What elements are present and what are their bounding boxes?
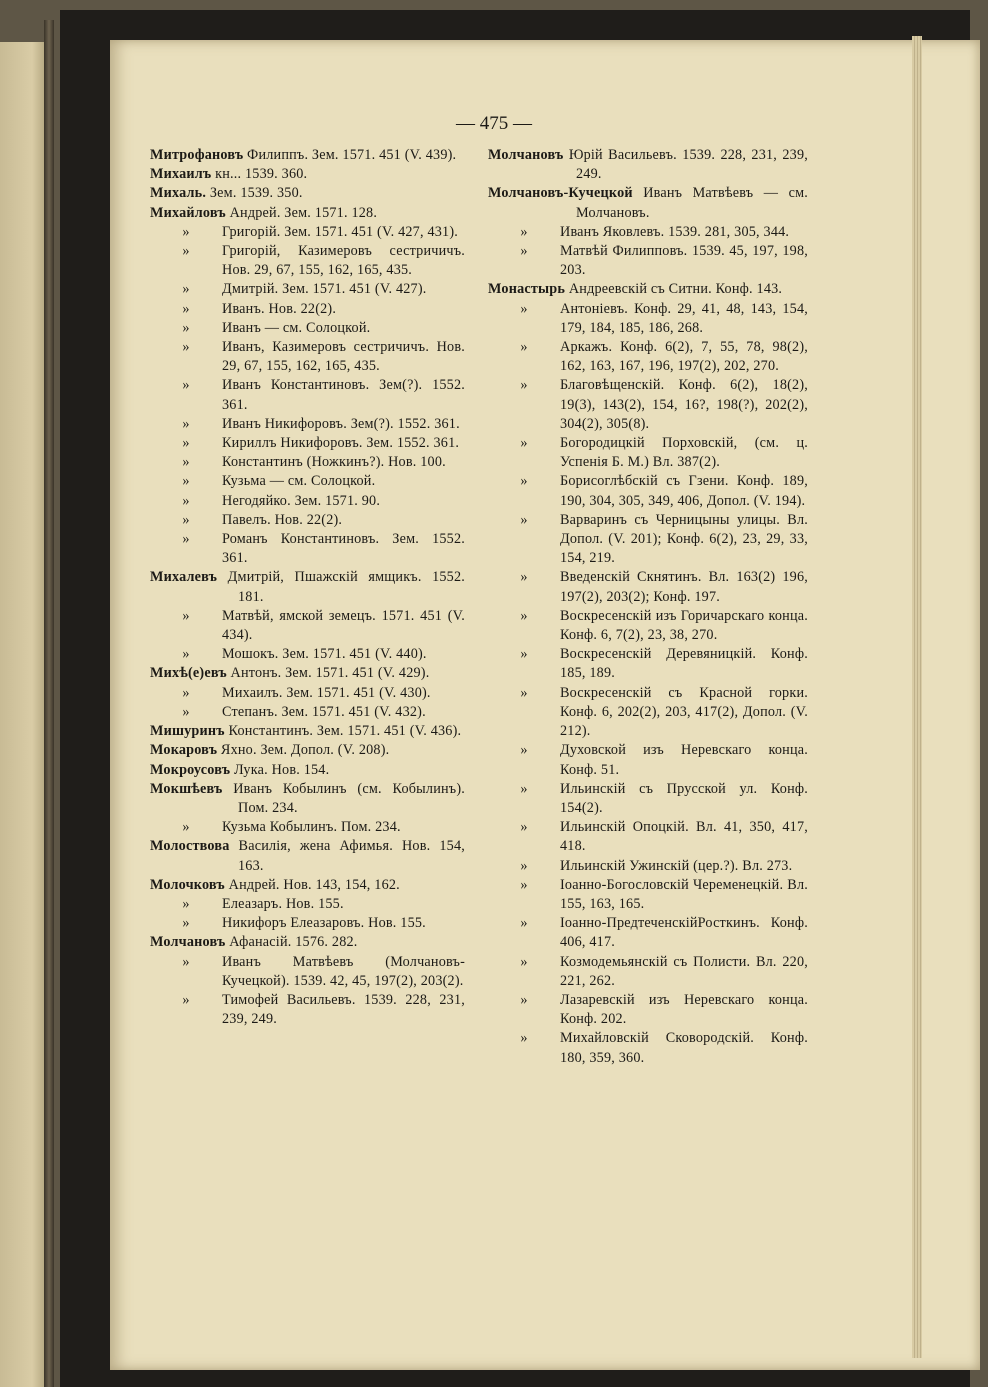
- subentry-text: Елеазаръ. Нов. 155.: [222, 895, 344, 912]
- index-subentry: [150, 415, 465, 434]
- index-entry: [150, 741, 465, 760]
- index-subentry: [488, 434, 808, 472]
- ditto-mark: »: [182, 895, 190, 912]
- entry-text: Андрей. Нов. 143, 154, 162.: [228, 876, 400, 893]
- subentry-text: Благовѣщенскій. Конф. 6(2), 18(2), 19(3), 143(2), 154, 16?, 198(?), 202(2), 304(2), 305(8).: [560, 377, 808, 432]
- subentry-text: Кузьма Кобылинъ. Пом. 234.: [222, 819, 401, 836]
- ditto-mark: »: [182, 473, 190, 490]
- index-entry: [150, 204, 465, 223]
- ditto-mark: »: [182, 819, 190, 836]
- index-subentry: [150, 242, 465, 280]
- entry-headword: Молочковъ: [150, 876, 225, 893]
- entry-headword: Мокшѣевъ: [150, 780, 223, 797]
- entry-headword: Мокаровъ: [150, 742, 218, 759]
- subentry-text: Кузьма — см. Солоцкой.: [222, 473, 376, 490]
- subentry-text: Иванъ Яковлевъ. 1539. 281, 305, 344.: [560, 223, 790, 240]
- ditto-mark: »: [520, 915, 528, 932]
- index-subentry: [488, 376, 808, 434]
- ditto-mark: »: [182, 915, 190, 932]
- ditto-mark: »: [182, 511, 190, 528]
- index-entry: [150, 722, 465, 741]
- index-subentry: [150, 914, 465, 933]
- index-entry: [150, 837, 465, 875]
- ditto-mark: »: [520, 857, 528, 874]
- index-subentry: [150, 300, 465, 319]
- entry-text: Василія, жена Афимья. Нов. 154, 163.: [238, 838, 466, 874]
- index-subentry: [150, 530, 465, 568]
- ditto-mark: »: [182, 415, 190, 432]
- ditto-mark: »: [182, 953, 190, 970]
- ditto-mark: »: [182, 319, 190, 336]
- index-subentry: [150, 376, 465, 414]
- entry-text: Андреевскій съ Ситни. Конф. 143.: [568, 281, 783, 298]
- entry-text: Юрій Васильевъ. 1539. 228, 231, 239, 249.: [568, 147, 809, 183]
- ditto-mark: »: [182, 492, 190, 509]
- subentry-text: Иванъ. Нов. 22(2).: [222, 300, 337, 317]
- subentry-text: Воскресенскій изъ Горичарскаго конца. Конф. 6, 7(2), 23, 38, 270.: [560, 607, 808, 644]
- index-subentry: [488, 914, 808, 952]
- entry-headword: Митрофановъ: [150, 147, 244, 163]
- index-subentry: [488, 472, 808, 510]
- index-subentry: [488, 741, 808, 779]
- entry-text: Константинъ. Зем. 1571. 451 (V. 436).: [228, 723, 462, 740]
- entry-headword: Михалевъ: [150, 569, 218, 586]
- entry-text: кн... 1539. 360.: [215, 166, 308, 183]
- subentry-text: Лазаревскій изъ Неревскаго конца. Конф. 202.: [560, 991, 808, 1028]
- index-subentry: [488, 338, 808, 376]
- index-subentry: [150, 684, 465, 703]
- ditto-mark: »: [520, 223, 528, 240]
- index-subentry: [488, 568, 808, 606]
- index-subentry: [150, 991, 465, 1029]
- ditto-mark: »: [182, 607, 190, 624]
- entry-text: Иванъ Кобылинъ (см. Кобылинъ). Пом. 234.: [233, 780, 465, 816]
- index-subentry: [150, 472, 465, 491]
- entry-headword: Михѣ(е)евъ: [150, 665, 227, 682]
- page-number: — 475 —: [456, 113, 532, 134]
- ditto-mark: »: [182, 281, 190, 298]
- index-entry: [488, 184, 808, 222]
- index-column-left: [150, 146, 465, 1029]
- entry-text: Иванъ Матвѣевъ — см. Молчановъ.: [576, 185, 808, 221]
- subentry-text: Иванъ Никифоровъ. Зем(?). 1552. 361.: [222, 415, 460, 432]
- ditto-mark: »: [182, 435, 190, 452]
- entry-text: Филиппъ. Зем. 1571. 451 (V. 439).: [247, 147, 457, 163]
- index-entry: [150, 184, 465, 203]
- entry-headword: Мишуринъ: [150, 723, 225, 740]
- index-subentry: [150, 703, 465, 722]
- index-subentry: [488, 876, 808, 914]
- ditto-mark: »: [520, 780, 528, 797]
- index-subentry: [150, 511, 465, 530]
- entry-text: Яхно. Зем. Допол. (V. 208).: [220, 742, 390, 759]
- index-entry: [488, 280, 808, 299]
- subentry-text: Ильинскій Ужинскій (цер.?). Вл. 273.: [560, 857, 793, 874]
- index-subentry: [150, 818, 465, 837]
- subentry-text: Михайловскій Сковородскій. Конф. 180, 359, 360.: [560, 1030, 808, 1066]
- book-binding: [44, 20, 54, 1387]
- ditto-mark: »: [520, 511, 528, 528]
- entry-headword: Михайловъ: [150, 204, 226, 221]
- subentry-text: Іоанно-Богословскій Череменецкій. Вл. 155, 163, 165.: [560, 876, 808, 912]
- ditto-mark: »: [520, 607, 528, 624]
- ditto-mark: »: [182, 646, 190, 663]
- index-subentry: [488, 300, 808, 338]
- entry-text: Андрей. Зем. 1571. 128.: [229, 204, 378, 221]
- ditto-mark: »: [520, 243, 528, 260]
- ditto-mark: »: [520, 473, 528, 490]
- subentry-text: Тимофей Васильевъ. 1539. 228, 231, 239, 249.: [222, 991, 465, 1028]
- index-subentry: [150, 492, 465, 511]
- entry-headword: Молчановъ-Кучецкой: [488, 185, 633, 202]
- index-subentry: [488, 242, 808, 280]
- subentry-text: Кириллъ Никифоровъ. Зем. 1552. 361.: [222, 435, 460, 452]
- entry-text: Афанасій. 1576. 282.: [229, 934, 358, 951]
- subentry-text: Павелъ. Нов. 22(2).: [222, 511, 343, 528]
- subentry-text: Матвѣй, ямской земецъ. 1571. 451 (V. 434).: [222, 607, 465, 644]
- subentry-text: Матвѣй Филипповъ. 1539. 45, 197, 198, 203.: [560, 243, 808, 279]
- ditto-mark: »: [520, 377, 528, 394]
- ditto-mark: »: [520, 742, 528, 759]
- subentry-text: Іоанно-ПредтеченскійРосткинъ. Конф. 406, 417.: [560, 915, 808, 951]
- index-subentry: [488, 223, 808, 242]
- index-subentry: [488, 1029, 808, 1067]
- subentry-text: Аркажъ. Конф. 6(2), 7, 55, 78, 98(2), 162, 163, 167, 196, 197(2), 202, 270.: [560, 339, 808, 375]
- index-subentry: [150, 645, 465, 664]
- ditto-mark: »: [520, 991, 528, 1008]
- index-subentry: [488, 857, 808, 876]
- ditto-mark: »: [520, 819, 528, 836]
- entry-headword: Михаль.: [150, 185, 207, 202]
- index-subentry: [488, 645, 808, 683]
- index-subentry: [150, 895, 465, 914]
- subentry-text: Ильинскій съ Прусской ул. Конф. 154(2).: [560, 780, 808, 816]
- subentry-text: Никифоръ Елеазаровъ. Нов. 155.: [222, 915, 426, 932]
- entry-text: Антонъ. Зем. 1571. 451 (V. 429).: [230, 665, 430, 682]
- index-entry: [150, 761, 465, 780]
- ditto-mark: »: [520, 684, 528, 701]
- ditto-mark: »: [182, 377, 190, 394]
- index-entry: [150, 780, 465, 818]
- subentry-text: Дмитрій. Зем. 1571. 451 (V. 427).: [222, 281, 427, 298]
- subentry-text: Козмодемьянскій съ Полисти. Вл. 220, 221, 262.: [560, 953, 808, 989]
- index-entry: [150, 568, 465, 606]
- subentry-text: Введенскій Скнятинъ. Вл. 163(2) 196, 197(2), 203(2); Конф. 197.: [560, 569, 808, 605]
- subentry-text: Варваринъ съ Черницыны улицы. Вл. Допол. (V. 201); Конф. 6(2), 23, 29, 33, 154, 219.: [560, 511, 808, 567]
- subentry-text: Богородицкій Порховскій, (см. ц. Успенія Б. М.) Вл. 387(2).: [560, 435, 808, 471]
- index-subentry: [488, 953, 808, 991]
- subentry-text: Михаилъ. Зем. 1571. 451 (V. 430).: [222, 684, 431, 701]
- entry-text: Зем. 1539. 350.: [209, 185, 303, 202]
- ditto-mark: »: [182, 243, 190, 260]
- index-subentry: [488, 511, 808, 569]
- subentry-text: Иванъ Константиновъ. Зем(?). 1552. 361.: [222, 377, 465, 413]
- subentry-text: Борисоглѣбскій съ Гзени. Конф. 189, 190, 304, 305, 349, 406, Допол. (V. 194).: [560, 473, 808, 509]
- index-entry: [150, 664, 465, 683]
- entry-headword: Михаилъ: [150, 166, 212, 183]
- index-subentry: [150, 953, 465, 991]
- subentry-text: Воскресенскій Деревяницкій. Конф. 185, 189.: [560, 646, 808, 682]
- entry-headword: Молоствова: [150, 838, 230, 855]
- index-subentry: [150, 319, 465, 338]
- index-entry: [150, 165, 465, 184]
- subentry-text: Воскресенскій съ Красной горки. Конф. 6, 202(2), 203, 417(2), Допол. (V. 212).: [560, 684, 808, 740]
- ditto-mark: »: [520, 646, 528, 663]
- ditto-mark: »: [182, 300, 190, 317]
- index-subentry: [488, 607, 808, 645]
- ditto-mark: »: [182, 454, 190, 471]
- ditto-mark: »: [182, 339, 190, 356]
- ditto-mark: »: [520, 569, 528, 586]
- entry-headword: Монастырь: [488, 281, 566, 298]
- ditto-mark: »: [520, 953, 528, 970]
- index-subentry: [150, 453, 465, 472]
- subentry-text: Антоніевъ. Конф. 29, 41, 48, 143, 154, 179, 184, 185, 186, 268.: [560, 300, 808, 336]
- page-stack-edge: [912, 36, 922, 1358]
- ditto-mark: »: [182, 684, 190, 701]
- index-subentry: [150, 338, 465, 376]
- index-column-right: [488, 146, 808, 1068]
- subentry-text: Мошокъ. Зем. 1571. 451 (V. 440).: [222, 646, 427, 663]
- ditto-mark: »: [182, 531, 190, 548]
- index-entry: [150, 933, 465, 952]
- entry-headword: Молчановъ: [150, 934, 226, 951]
- entry-text: Дмитрій, Пшажскій ямщикъ. 1552. 181.: [227, 569, 466, 605]
- ditto-mark: »: [520, 300, 528, 317]
- subentry-text: Романъ Константиновъ. Зем. 1552. 361.: [222, 531, 465, 567]
- subentry-text: Духовской изъ Неревскаго конца. Конф. 51.: [560, 742, 808, 778]
- subentry-text: Константинъ (Ножкинъ?). Нов. 100.: [222, 454, 446, 471]
- index-subentry: [488, 818, 808, 856]
- subentry-text: Степанъ. Зем. 1571. 451 (V. 432).: [222, 703, 426, 720]
- entry-text: Лука. Нов. 154.: [233, 761, 330, 778]
- ditto-mark: »: [182, 223, 190, 240]
- index-subentry: [150, 607, 465, 645]
- subentry-text: Григорій. Зем. 1571. 451 (V. 427, 431).: [222, 223, 459, 240]
- ditto-mark: »: [182, 991, 190, 1008]
- index-entry: [488, 146, 808, 184]
- subentry-text: Негодяйко. Зем. 1571. 90.: [222, 492, 381, 509]
- subentry-text: Григорій, Казимеровъ сестричичъ. Нов. 29, 67, 155, 162, 165, 435.: [222, 243, 465, 279]
- index-subentry: [488, 780, 808, 818]
- index-subentry: [150, 280, 465, 299]
- subentry-text: Ильинскій Опоцкій. Вл. 41, 350, 417, 418.: [560, 819, 808, 855]
- index-entry: [150, 146, 465, 165]
- subentry-text: Иванъ Матвѣевъ (Молчановъ-Кучецкой). 1539. 42, 45, 197(2), 203(2).: [222, 953, 465, 989]
- index-subentry: [488, 684, 808, 742]
- index-subentry: [150, 223, 465, 242]
- index-subentry: [488, 991, 808, 1029]
- ditto-mark: »: [520, 1030, 528, 1047]
- entry-headword: Молчановъ: [488, 147, 564, 163]
- ditto-mark: »: [520, 435, 528, 452]
- ditto-mark: »: [520, 876, 528, 893]
- left-page-edge: [0, 42, 46, 1387]
- ditto-mark: »: [182, 703, 190, 720]
- index-entry: [150, 876, 465, 895]
- entry-headword: Мокроусовъ: [150, 761, 231, 778]
- index-subentry: [150, 434, 465, 453]
- ditto-mark: »: [520, 339, 528, 356]
- subentry-text: Иванъ, Казимеровъ сестричичъ. Нов. 29, 67, 155, 162, 165, 435.: [222, 339, 465, 375]
- subentry-text: Иванъ — см. Солоцкой.: [222, 319, 371, 336]
